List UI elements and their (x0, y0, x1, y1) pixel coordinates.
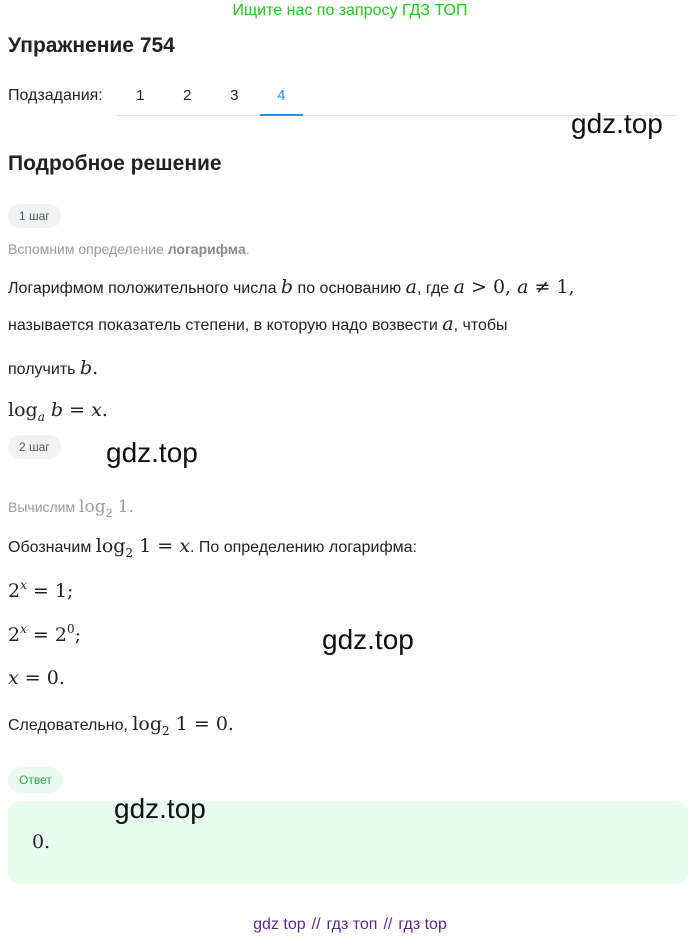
footer-links (0, 916, 700, 934)
footer-link-2[interactable]: гдз топ (326, 916, 378, 933)
footer-link-1[interactable]: gdz top (253, 916, 306, 933)
answer-value: 0. (32, 831, 51, 853)
equation-1: $2^x = 1$; (8, 578, 74, 602)
tab-subtask-2[interactable]: 2 (183, 87, 192, 104)
log-definition-formula: $\log_a b = x$. (8, 399, 108, 424)
hint-bold-term: логарифма (167, 241, 246, 257)
step-1-badge: 1 шаг (8, 204, 61, 228)
answer-badge: Ответ (8, 767, 63, 793)
tab-subtask-3[interactable]: 3 (230, 87, 239, 104)
definition-line-3: получить b. (8, 357, 99, 379)
step-2-badge: 2 шаг (8, 435, 61, 459)
step-1-hint: Вспомним определение логарифма. (8, 241, 250, 257)
footer-separator: // (311, 916, 321, 933)
equation-2: $2^x = 2^0$; (8, 622, 82, 646)
watermark: gdz.top (322, 624, 414, 655)
section-title: Подробное решение (8, 152, 222, 175)
watermark: gdz.top (571, 108, 663, 139)
answer-box (8, 801, 688, 884)
footer-link-3[interactable]: гдз top (398, 916, 447, 933)
watermark: gdz.top (106, 437, 198, 468)
tab-subtask-1[interactable]: 1 (136, 87, 145, 104)
footer-separator: // (383, 916, 393, 933)
conclusion-line: Следовательно, $\log_2 1 = 0$. (8, 713, 234, 738)
page-title: Упражнение 754 (8, 34, 175, 57)
definition-line-2: называется показатель степени, в которую надо возвести a, чтобы (8, 313, 508, 335)
equation-3: x = 0. (8, 667, 65, 689)
step-2-hint: Вычислим log2 1. (8, 497, 134, 520)
tab-subtask-4[interactable]: 4 (258, 86, 305, 115)
definition-line-1: Логарифмом положительного числа b по основанию a, где a > 0, a ≠ 1, (8, 276, 575, 298)
promo-banner: Ищите нас по запросу ГДЗ ТОП (232, 2, 468, 19)
subtasks-label: Подзадания: (8, 87, 103, 104)
notation-line: Обозначим $\log_2 1 = x$. По определению логарифма: (8, 535, 417, 560)
watermark: gdz.top (114, 793, 206, 824)
